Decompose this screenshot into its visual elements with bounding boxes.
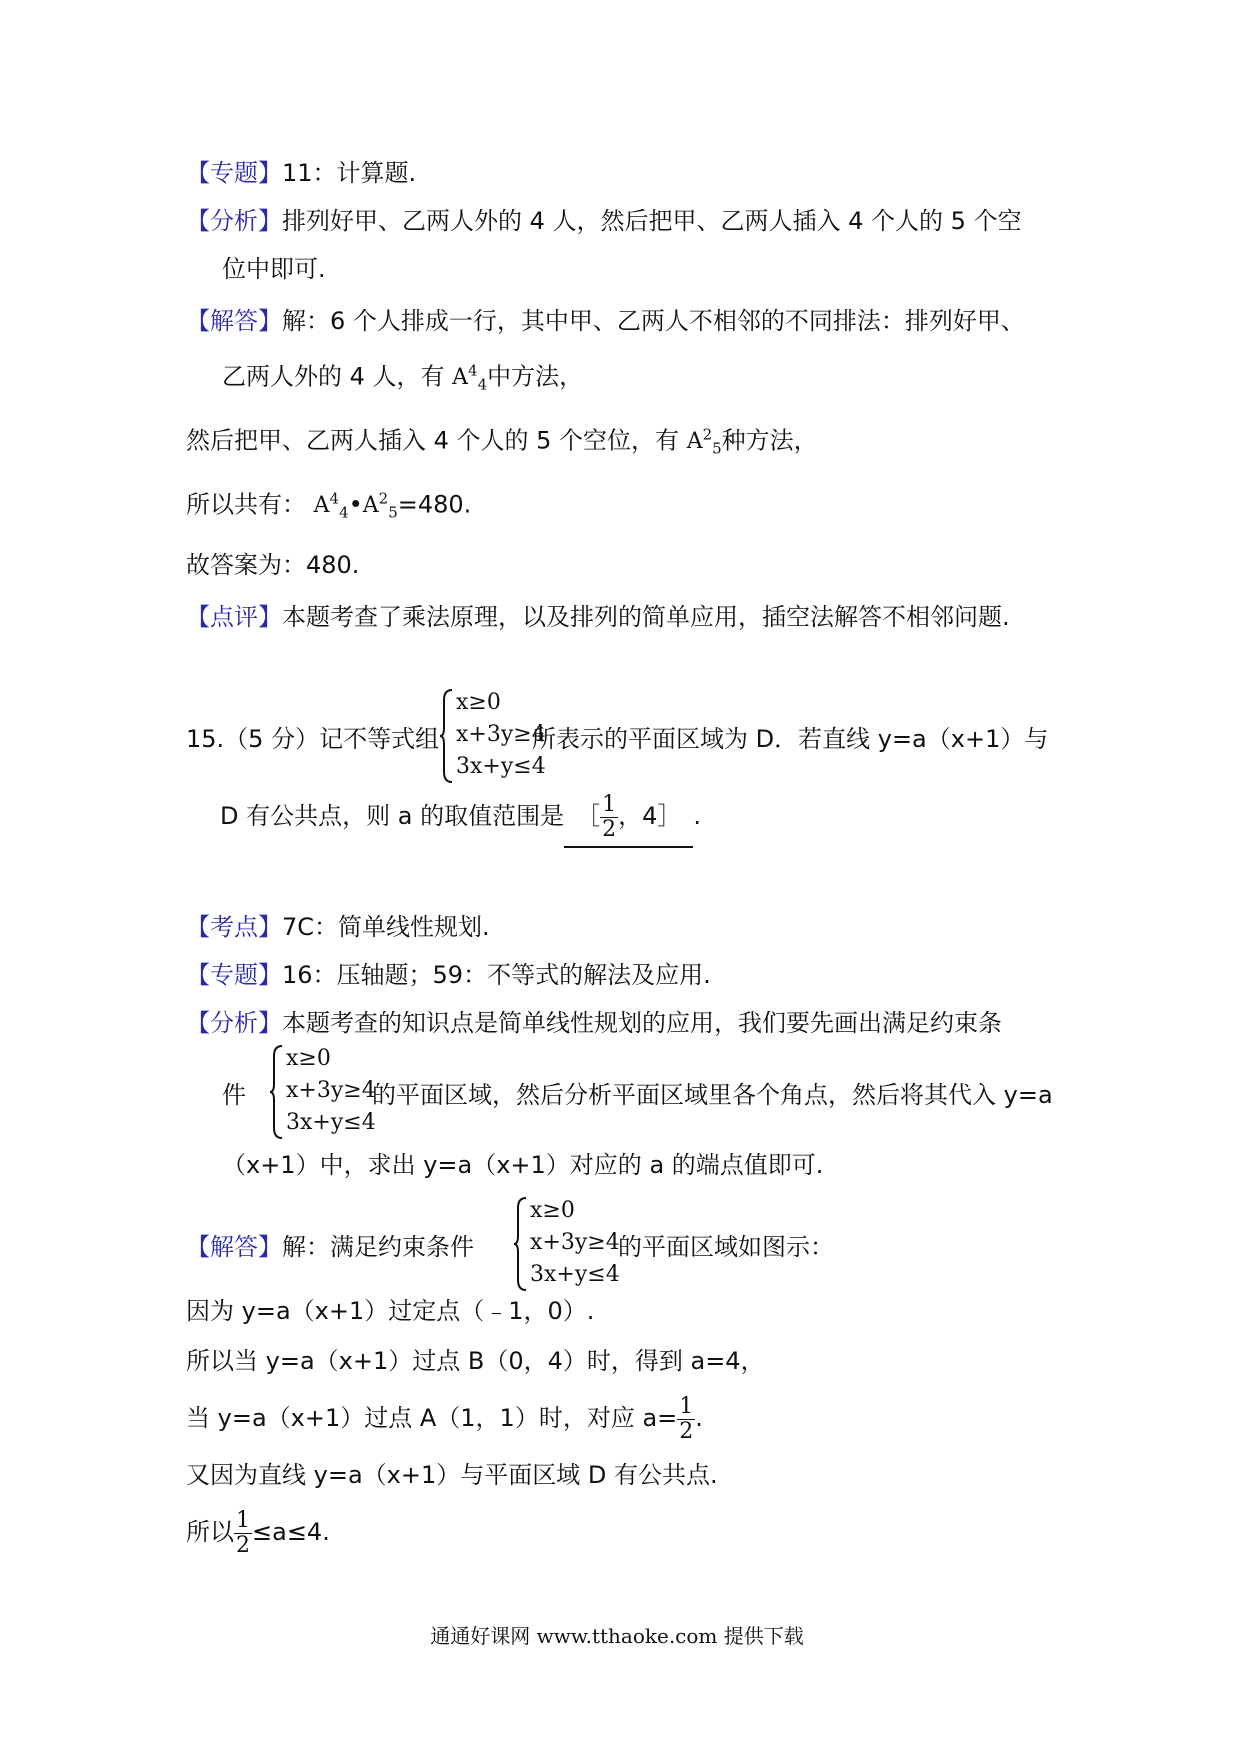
fenxi-tag: 【分析】 bbox=[186, 207, 282, 235]
jieda-line bbox=[186, 306, 1025, 336]
perm-a44-b: $A^4_4$ bbox=[313, 490, 349, 522]
q15-line-2 bbox=[220, 786, 701, 848]
dianping-text: 本题考查了乘法原理，以及排列的简单应用，插空法解答不相邻问题. bbox=[282, 603, 1010, 631]
page-footer: 通通好课网 www.tthaoke.com 提供下载 bbox=[430, 1624, 804, 1648]
dot: • bbox=[348, 490, 363, 519]
jieda-ineq-3: 3x+y≤4 bbox=[530, 1262, 620, 1287]
conclusion-line: 所以 $\frac{1}{2}$ ≤a≤4. bbox=[186, 1507, 330, 1558]
total-line bbox=[186, 484, 471, 528]
zhuanti-line bbox=[186, 158, 416, 188]
q15-line-1 bbox=[186, 724, 439, 754]
fenxi-ineq-2: x+3y≥4 bbox=[286, 1078, 376, 1103]
q15-prefix: 15.（5 分）记不等式组 bbox=[186, 725, 440, 753]
kaodian-text: 7C：简单线性规划. bbox=[282, 913, 490, 941]
point-a-fraction: $\frac{1}{2}$ bbox=[679, 1393, 694, 1444]
jieda-ineq-1: x≥0 bbox=[530, 1198, 575, 1223]
zhuanti-text: 11：计算题. bbox=[282, 159, 417, 187]
brace-icon bbox=[270, 1044, 284, 1140]
brace-icon bbox=[440, 688, 454, 784]
point-b-line: 所以当 y=a（x+1）过点 B（0，4）时，得到 a=4， bbox=[186, 1347, 765, 1375]
jieda-ineq-2: x+3y≥4 bbox=[530, 1230, 620, 1255]
perm-a44: $A^4_4$ bbox=[452, 362, 488, 394]
q15-period: . bbox=[693, 802, 701, 830]
jieda-text-1: 解：6 个人排成一行，其中甲、乙两人不相邻的不同排法：排列好甲、 bbox=[282, 307, 1025, 335]
zhuanti-text-2: 16：压轴题；59：不等式的解法及应用. bbox=[282, 961, 711, 989]
kaodian-line bbox=[186, 912, 490, 942]
jieda-line-b bbox=[186, 1232, 474, 1262]
fenxi-text-1: 排列好甲、乙两人外的 4 人，然后把甲、乙两人插入 4 个人的 5 个空 bbox=[282, 207, 1022, 235]
insert-text-a: 然后把甲、乙两人插入 4 个人的 5 个空位，有 bbox=[186, 426, 687, 455]
jieda-tag-2: 【解答】 bbox=[186, 1233, 282, 1261]
total-text-b: =480. bbox=[397, 490, 472, 519]
q15-line2-text: D 有公共点，则 a 的取值范围是 bbox=[220, 802, 565, 830]
fenxi-line bbox=[186, 206, 1022, 236]
q15-suffix: 所表示的平面区域为 D．若直线 y=a（x+1）与 bbox=[532, 725, 1049, 753]
answer-line: 故答案为：480. bbox=[186, 551, 360, 579]
fenxi-ineq-3: 3x+y≤4 bbox=[286, 1110, 376, 1135]
jieda-text-b: 解：满足约束条件 bbox=[282, 1233, 474, 1261]
jieda-inequality-system bbox=[514, 1196, 620, 1292]
q15-inequality-system bbox=[440, 688, 546, 784]
jieda-text-b2: 的平面区域如图示： bbox=[618, 1233, 834, 1261]
zhuanti-tag-2: 【专题】 bbox=[186, 961, 282, 989]
conclusion-fraction: $\frac{1}{2}$ bbox=[236, 1507, 250, 1558]
dianping-tag: 【点评】 bbox=[186, 603, 282, 631]
q15-answer-fraction: $\frac{1}{2}$ bbox=[602, 791, 617, 842]
fenxi-line-2: 位中即可. bbox=[222, 255, 326, 283]
insert-line bbox=[186, 420, 818, 464]
dianping-line bbox=[186, 602, 1010, 632]
perm-a52-b: $A^2_5$ bbox=[362, 490, 398, 522]
jieda-text-2a: 乙两人外的 4 人，有 bbox=[222, 362, 453, 391]
common-point-line: 又因为直线 y=a（x+1）与平面区域 D 有公共点. bbox=[186, 1461, 718, 1489]
fenxi-line-b bbox=[186, 1008, 1002, 1038]
q15-answer: ［ $\frac{1}{2}$ ，4］ bbox=[564, 786, 693, 848]
fenxi-ineq-1: x≥0 bbox=[286, 1046, 331, 1071]
zhuanti-tag: 【专题】 bbox=[186, 159, 282, 187]
fenxi-tag-2: 【分析】 bbox=[186, 1009, 282, 1037]
jieda-line-2 bbox=[222, 356, 583, 400]
q15-ineq-1: x≥0 bbox=[456, 690, 501, 715]
insert-text-b: 种方法， bbox=[721, 426, 818, 455]
q15-ineq-2: x+3y≥4 bbox=[456, 722, 546, 747]
zhuanti-line-2 bbox=[186, 960, 711, 990]
fixed-point-line: 因为 y=a（x+1）过定点（﹣1，0）. bbox=[186, 1297, 595, 1325]
jieda-tag: 【解答】 bbox=[186, 307, 282, 335]
jieda-text-2b: 中方法， bbox=[487, 362, 584, 391]
brace-icon bbox=[514, 1196, 528, 1292]
perm-a52: $A^2_5$ bbox=[686, 426, 722, 458]
q15-ineq-3: 3x+y≤4 bbox=[456, 754, 546, 779]
total-text-a: 所以共有： bbox=[186, 490, 306, 519]
point-a-line: 当 y=a（x+1）过点 A（1，1）时，对应 a= $\frac{1}{2}$ . bbox=[186, 1393, 703, 1444]
fenxi-inequality-system bbox=[270, 1044, 376, 1140]
fenxi-text-b2: 的平面区域，然后分析平面区域里各个角点，然后将其代入 y=a bbox=[372, 1081, 1053, 1109]
fenxi-jian: 件 bbox=[222, 1081, 246, 1109]
fenxi-text-b1: 本题考查的知识点是简单线性规划的应用，我们要先画出满足约束条 bbox=[282, 1009, 1002, 1037]
kaodian-tag: 【考点】 bbox=[186, 913, 282, 941]
fenxi-text-b3: （x+1）中，求出 y=a（x+1）对应的 a 的端点值即可. bbox=[222, 1151, 824, 1179]
